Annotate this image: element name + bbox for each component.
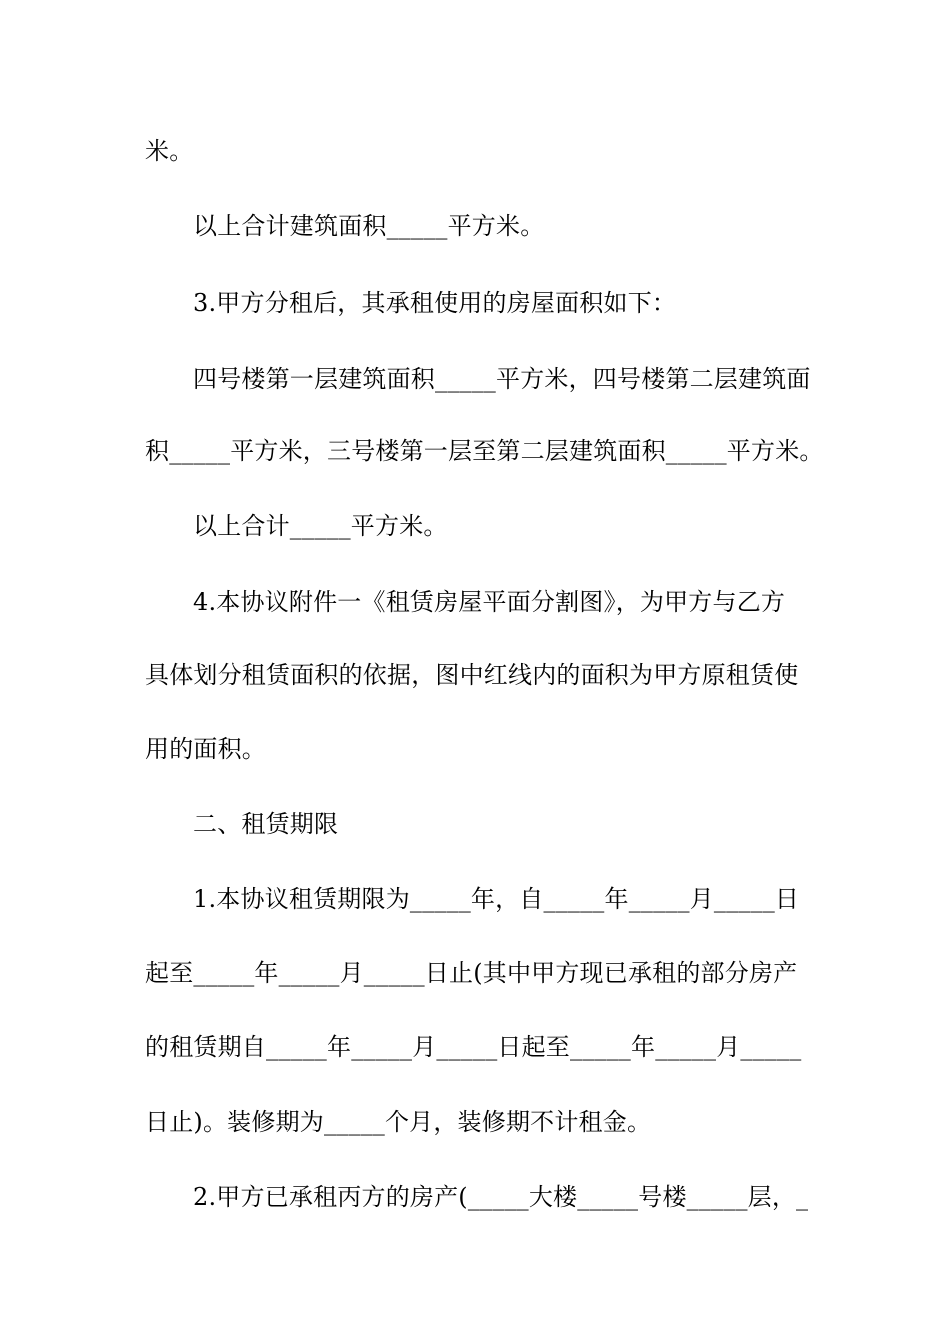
text-line: 四号楼第一层建筑面积_____平方米，四号楼第二层建筑面 — [193, 365, 811, 393]
text-line: 用的面积。 — [145, 735, 266, 763]
text-line: 3.甲方分租后，其承租使用的房屋面积如下： — [193, 289, 677, 317]
text-line: 具体划分租赁面积的依据，图中红线内的面积为甲方原租赁使 — [145, 661, 799, 689]
text-line: 2.甲方已承租丙方的房产(_____大楼_____号楼_____层，_ — [193, 1183, 809, 1211]
text-line: 日止)。装修期为_____个月，装修期不计租金。 — [145, 1108, 652, 1136]
text-line: 4.本协议附件一《租赁房屋平面分割图》，为甲方与乙方 — [193, 588, 786, 616]
text-line: 以上合计_____平方米。 — [193, 512, 448, 540]
text-line: 以上合计建筑面积_____平方米。 — [193, 212, 545, 240]
text-line: 1.本协议租赁期限为_____年，自_____年_____月_____日 — [193, 885, 800, 913]
section-heading: 二、租赁期限 — [193, 810, 339, 838]
text-line: 积_____平方米，三号楼第一层至第二层建筑面积_____平方米。 — [145, 437, 824, 465]
text-line: 起至_____年_____月_____日止(其中甲方现已承租的部分房产 — [145, 959, 798, 987]
text-line: 的租赁期自_____年_____月_____日起至_____年_____月_____ — [145, 1033, 802, 1061]
text-line: 米。 — [145, 137, 194, 165]
